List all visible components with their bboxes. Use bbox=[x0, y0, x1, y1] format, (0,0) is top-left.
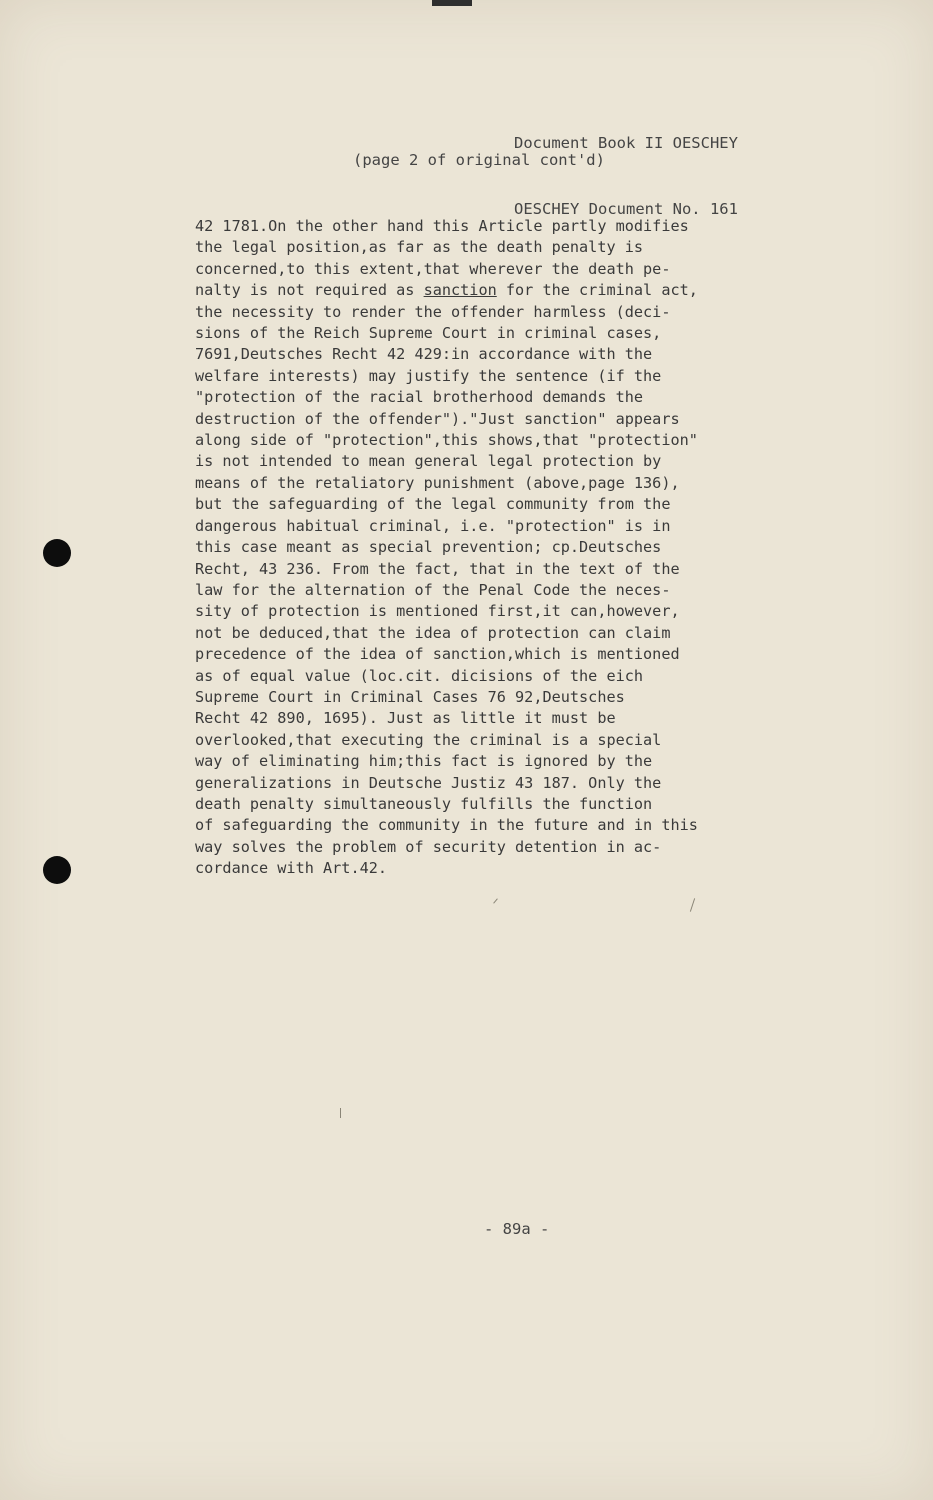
body-line: but the safeguarding of the legal community from the bbox=[195, 495, 671, 514]
body-line: generalizations in Deutsche Justiz 43 187. Only the bbox=[195, 773, 662, 792]
body-line: dangerous habitual criminal, i.e. "protection" is in bbox=[195, 516, 671, 535]
top-binding-tab bbox=[432, 0, 472, 6]
pencil-mark bbox=[690, 898, 695, 912]
body-line-with-underline bbox=[195, 280, 895, 301]
punch-hole-icon bbox=[43, 539, 71, 567]
body-line: along side of "protection",this shows,that "protection" bbox=[195, 431, 698, 450]
body-line: way of eliminating him;this fact is ignored by the bbox=[195, 752, 653, 771]
body-line: "protection of the racial brotherhood demands the bbox=[195, 388, 644, 407]
body-line: Recht, 43 236. From the fact, that in the text of the bbox=[195, 559, 680, 578]
body-line: of safeguarding the community in the future and in this bbox=[195, 816, 698, 835]
body-line: Recht 42 890, 1695). Just as little it must be bbox=[195, 709, 616, 728]
body-line: is not intended to mean general legal protection by bbox=[195, 452, 662, 471]
body-text bbox=[195, 216, 895, 880]
body-line: 7691,Deutsches Recht 42 429:in accordance with the bbox=[195, 345, 653, 364]
body-line-head: nalty is not required as bbox=[195, 281, 424, 300]
body-line: as of equal value (loc.cit. dicisions of the eich bbox=[195, 666, 644, 685]
body-line: the necessity to render the offender harmless (deci- bbox=[195, 302, 671, 321]
body-line: 42 1781.On the other hand this Article partly modifies bbox=[195, 217, 689, 235]
page-number: - 89a - bbox=[484, 1220, 550, 1238]
header-line-docno: OESCHEY Document No. 161 bbox=[514, 200, 738, 218]
body-line: death penalty simultaneously fulfills the function bbox=[195, 794, 653, 813]
underlined-word: sanction bbox=[423, 281, 497, 300]
punch-hole-icon bbox=[43, 856, 71, 884]
body-line: means of the retaliatory punishment (above,page 136), bbox=[195, 473, 680, 492]
body-line: welfare interests) may justify the sentence (if the bbox=[195, 366, 662, 385]
body-line: Supreme Court in Criminal Cases 76 92,Deutsches bbox=[195, 687, 625, 706]
pencil-mark bbox=[493, 898, 498, 903]
body-line: way solves the problem of security detention in ac- bbox=[195, 837, 662, 856]
header-line-book: Document Book II OESCHEY bbox=[514, 134, 738, 152]
body-line: not be deduced,that the idea of protection can claim bbox=[195, 623, 671, 642]
body-line: this case meant as special prevention; cp.Deutsches bbox=[195, 538, 662, 557]
body-line-tail: for the criminal act, bbox=[496, 281, 698, 300]
body-line: cordance with Art.42. bbox=[195, 859, 388, 878]
page-subtitle: (page 2 of original cont'd) bbox=[353, 151, 605, 169]
body-line: concerned,to this extent,that wherever the death pe- bbox=[195, 259, 671, 278]
body-line: the legal position,as far as the death penalty is bbox=[195, 238, 644, 257]
body-line: precedence of the idea of sanction,which is mentioned bbox=[195, 645, 680, 664]
body-line: destruction of the offender")."Just sanction" appears bbox=[195, 409, 680, 428]
body-line: sions of the Reich Supreme Court in criminal cases, bbox=[195, 324, 662, 343]
body-line: overlooked,that executing the criminal is a special bbox=[195, 730, 662, 749]
pencil-mark bbox=[340, 1108, 341, 1118]
body-line: sity of protection is mentioned first,it can,however, bbox=[195, 602, 680, 621]
body-line: law for the alternation of the Penal Code the neces- bbox=[195, 580, 671, 599]
